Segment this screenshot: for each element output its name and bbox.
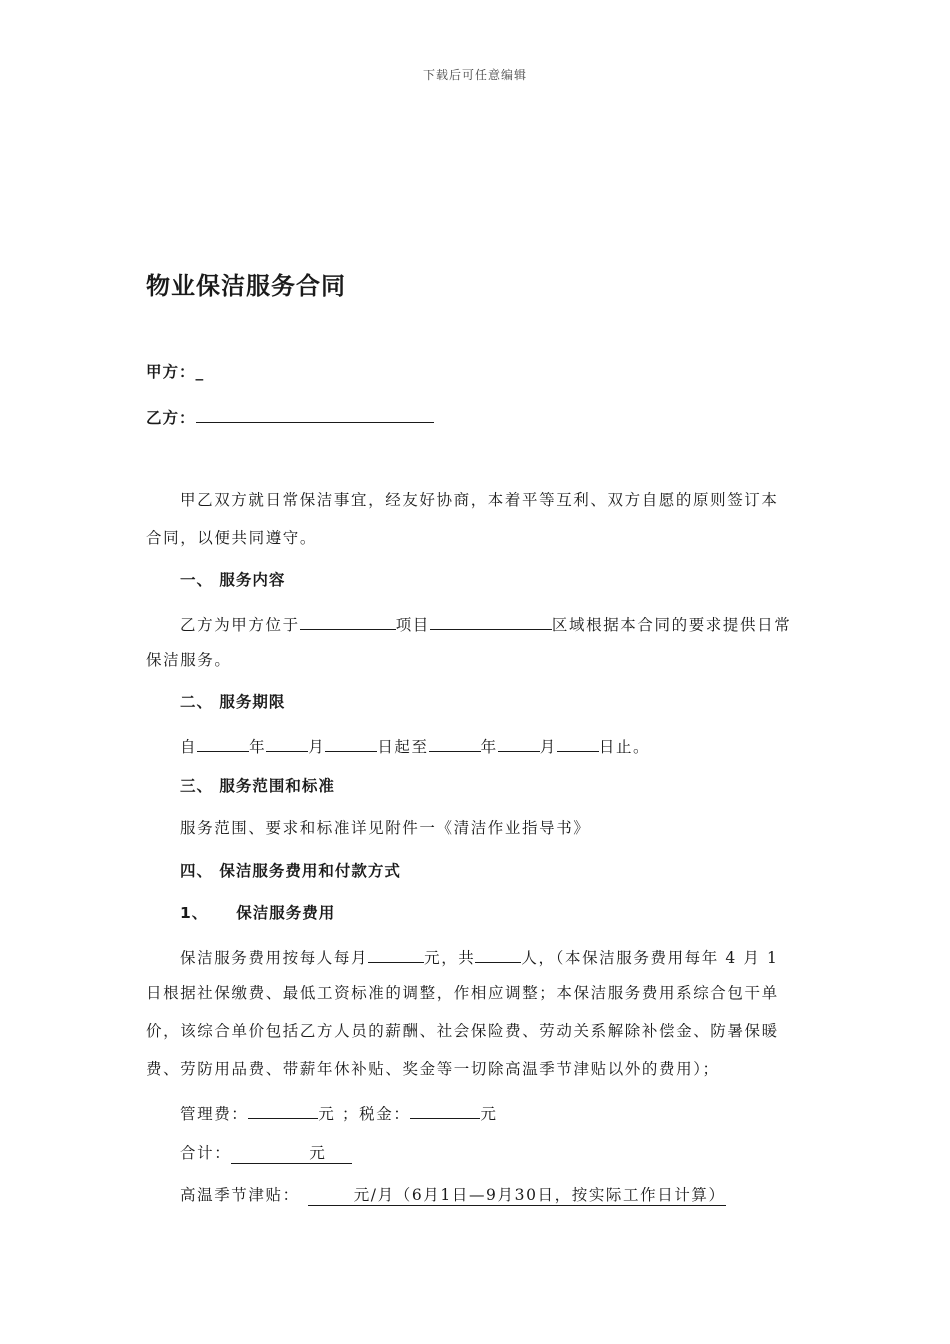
- fee-line-2: 日根据社保缴费、最低工资标准的调整，作相应调整；本保洁服务费用系综合包干单: [146, 984, 779, 1002]
- heat-label: 高温季节津贴：: [180, 1186, 300, 1204]
- management-fee-blank: [248, 1101, 318, 1119]
- section-1-heading: 一、 服务内容: [180, 571, 286, 589]
- section-1-line-2: 保洁服务。: [146, 651, 232, 669]
- project-blank: [430, 612, 552, 630]
- tax-blank: [410, 1101, 480, 1119]
- fee-line-1: [180, 945, 778, 968]
- heat-allowance-line: [180, 1185, 726, 1205]
- s2-year2: 年: [480, 738, 498, 756]
- end-month-blank: [498, 734, 540, 752]
- s2-month2: 月: [539, 738, 557, 756]
- page-header: 下载后可任意编辑: [422, 68, 527, 82]
- s1-text-a: 乙方为甲方位于: [180, 616, 300, 634]
- party-b-line: [146, 405, 434, 428]
- location-blank: [300, 612, 396, 630]
- section-3-heading: 三、 服务范围和标准: [180, 777, 335, 795]
- headcount-blank: [475, 945, 521, 963]
- section-4-heading: 四、 保洁服务费用和付款方式: [180, 862, 401, 880]
- mgmt-label: 管理费：: [180, 1105, 249, 1123]
- party-a-label: 甲方：: [146, 363, 196, 381]
- fee-line-3: 价，该综合单价包括乙方人员的薪酬、社会保险费、劳动关系解除补偿金、防暑保暖: [146, 1022, 779, 1040]
- section-3-text: 服务范围、要求和标准详见附件一《清洁作业指导书》: [180, 819, 591, 837]
- unit-price-blank: [368, 945, 424, 963]
- total-line: [180, 1143, 352, 1163]
- s2-from: 自: [180, 738, 198, 756]
- total-label: 合计：: [180, 1144, 232, 1162]
- document-title: 物业保洁服务合同: [146, 272, 346, 300]
- service-period-line: [180, 734, 650, 757]
- fee-a: 保洁服务费用按每人每月: [180, 949, 369, 967]
- fee-b: 元，共: [424, 949, 476, 967]
- party-a-line: [146, 362, 204, 382]
- fee-c: 人，（本保洁服务费用每年 4 月 1: [521, 949, 779, 967]
- end-year-blank: [429, 734, 481, 752]
- total-unit: 元: [309, 1144, 327, 1162]
- s2-day-to: 日起至: [377, 738, 429, 756]
- tax-unit: 元: [480, 1105, 498, 1123]
- section-4-subheading: [180, 903, 335, 923]
- s2-month: 月: [308, 738, 326, 756]
- s2-end: 日止。: [598, 738, 651, 756]
- mgmt-unit: 元 ；税金：: [318, 1105, 411, 1123]
- section-2-heading: 二、 服务期限: [180, 693, 286, 711]
- party-b-blank: [196, 405, 434, 423]
- s1-text-c: 区域根据本合同的要求提供日常: [551, 616, 792, 634]
- management-fee-line: [180, 1101, 498, 1124]
- heat-text: 元/月（6月1日—9月30日，按实际工作日计算）: [353, 1186, 726, 1204]
- start-year-blank: [197, 734, 249, 752]
- intro-line-2: 合同，以便共同遵守。: [146, 529, 318, 547]
- party-a-value: _: [195, 363, 205, 381]
- s1-text-b: 项目: [395, 616, 430, 634]
- s4-sub-num: 1、: [180, 904, 209, 922]
- start-month-blank: [266, 734, 308, 752]
- section-1-line-1: [180, 612, 791, 635]
- start-day-blank: [325, 734, 377, 752]
- party-b-label: 乙方：: [146, 409, 196, 427]
- end-day-blank: [557, 734, 599, 752]
- s4-sub-title: 保洁服务费用: [236, 904, 336, 922]
- fee-line-4: 费、劳防用品费、带薪年休补贴、奖金等一切除高温季节津贴以外的费用）；: [146, 1060, 720, 1078]
- intro-line-1: 甲乙双方就日常保洁事宜，经友好协商，本着平等互利、双方自愿的原则签订本: [180, 491, 779, 509]
- s2-year: 年: [249, 738, 267, 756]
